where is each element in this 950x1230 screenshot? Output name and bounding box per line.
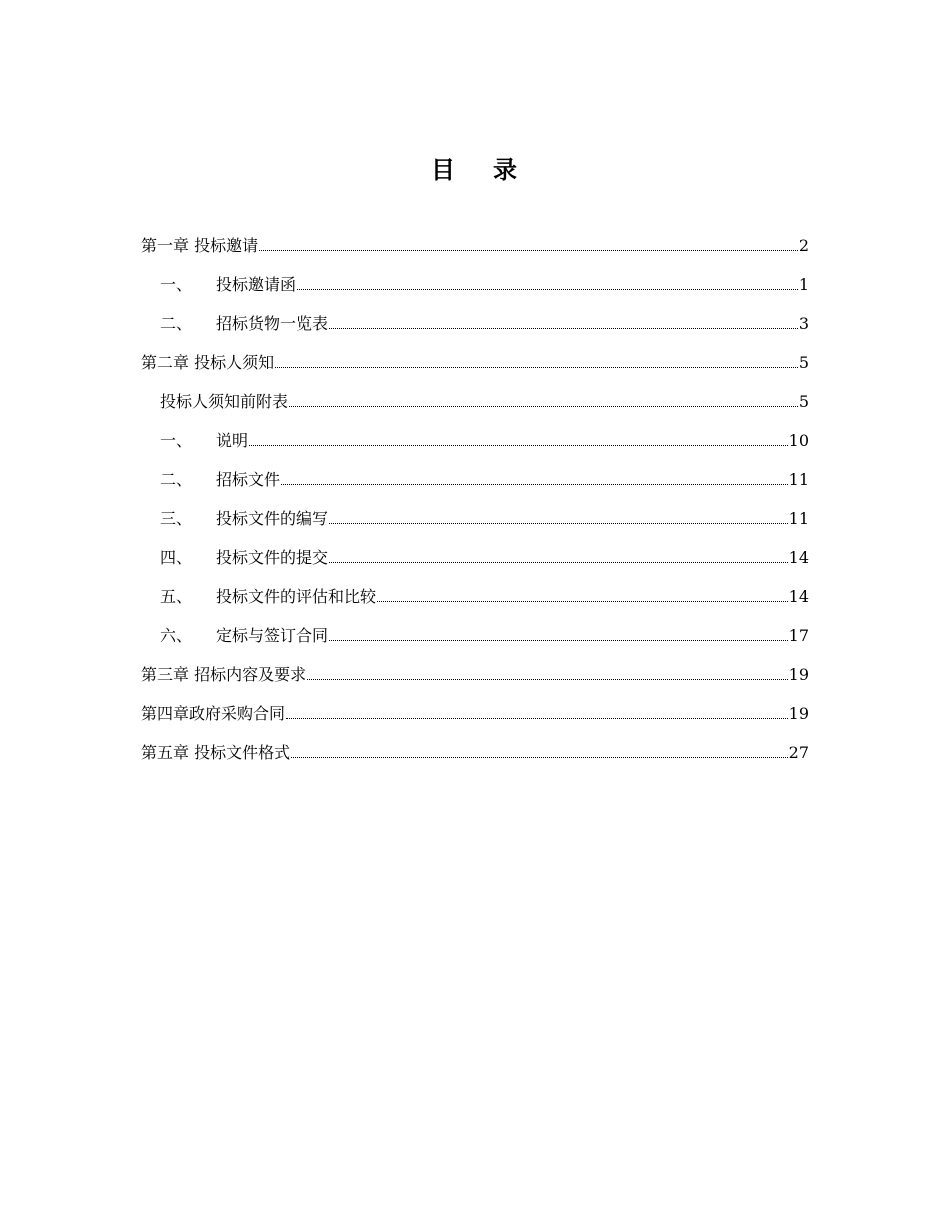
toc-entry-text: 说明 <box>216 430 249 450</box>
toc-entry-label <box>160 587 376 607</box>
toc-entry-page-number: 19 <box>788 703 809 723</box>
toc-entry-text: 第五章 投标文件格式 <box>141 742 291 762</box>
toc-entry-text: 招标文件 <box>216 469 281 489</box>
toc-entry-page-number: 19 <box>788 664 809 684</box>
toc-dot-leader <box>289 405 798 407</box>
toc-entry[interactable] <box>141 655 809 694</box>
toc-entry-number: 一、 <box>160 430 193 450</box>
toc-entry-number: 五、 <box>160 586 193 606</box>
toc-dot-leader <box>329 327 798 329</box>
toc-entry-text: 第三章 招标内容及要求 <box>141 664 307 684</box>
toc-entry-page-number: 5 <box>798 352 809 372</box>
toc-entry-number: 四、 <box>160 547 193 567</box>
toc-entry-text: 招标货物一览表 <box>216 313 329 333</box>
toc-entry[interactable] <box>141 226 809 265</box>
toc-entry[interactable] <box>141 499 809 538</box>
toc-entry-text: 第一章 投标邀请 <box>141 235 259 255</box>
toc-entry-label <box>141 665 306 685</box>
toc-entry-page-number: 1 <box>798 274 809 294</box>
toc-entry-page-number: 5 <box>798 391 809 411</box>
toc-entry-label <box>141 353 274 373</box>
toc-entry-number: 二、 <box>160 469 193 489</box>
toc-entry-text: 投标文件的评估和比较 <box>216 586 377 606</box>
toc-entry-number: 一、 <box>160 274 193 294</box>
toc-entry-page-number: 11 <box>788 508 809 528</box>
toc-entry-page-number: 2 <box>798 235 809 255</box>
toc-entry-text: 投标文件的编写 <box>216 508 329 528</box>
toc-dot-leader <box>307 678 788 680</box>
toc-title-char-1: 目 <box>431 155 457 184</box>
toc-entry-page-number: 14 <box>788 586 809 606</box>
toc-dot-leader <box>281 483 788 485</box>
toc-entry-number: 三、 <box>160 508 193 528</box>
toc-entry-number: 六、 <box>160 625 193 645</box>
toc-dot-leader <box>291 756 788 758</box>
toc-dot-leader <box>329 522 788 524</box>
toc-entry-text: 投标文件的提交 <box>216 547 329 567</box>
toc-entry-label <box>160 431 248 451</box>
toc-entry-text: 投标邀请函 <box>216 274 297 294</box>
toc-dot-leader <box>249 444 788 446</box>
toc-entry[interactable] <box>141 460 809 499</box>
toc-entry-label <box>141 743 290 763</box>
toc-entry[interactable] <box>141 304 809 343</box>
toc-entry-text: 定标与签订合同 <box>216 625 329 645</box>
toc-entry[interactable] <box>141 694 809 733</box>
toc-entry-label <box>160 275 296 295</box>
toc-entry[interactable] <box>141 733 809 772</box>
toc-entry-label <box>160 392 288 412</box>
toc-dot-leader <box>377 600 788 602</box>
toc-entry-page-number: 27 <box>788 742 809 762</box>
toc-entry-label <box>160 509 328 529</box>
toc-dot-leader <box>329 561 788 563</box>
toc-entry-page-number: 10 <box>788 430 809 450</box>
toc-entry[interactable] <box>141 616 809 655</box>
toc-title-char-2: 录 <box>493 155 519 184</box>
toc-entry-label <box>141 236 258 256</box>
toc-entry-label <box>160 548 328 568</box>
toc-entry-label <box>160 314 328 334</box>
toc-dot-leader <box>286 717 788 719</box>
toc-entry[interactable] <box>141 577 809 616</box>
toc-dot-leader <box>297 288 798 290</box>
toc-dot-leader <box>275 366 798 368</box>
toc-list <box>141 226 809 772</box>
toc-entry[interactable] <box>141 538 809 577</box>
toc-dot-leader <box>259 249 798 251</box>
toc-title <box>0 150 950 185</box>
toc-entry-number: 二、 <box>160 313 193 333</box>
toc-dot-leader <box>329 639 788 641</box>
toc-entry[interactable] <box>141 382 809 421</box>
toc-entry[interactable] <box>141 421 809 460</box>
toc-entry-text: 投标人须知前附表 <box>160 391 289 411</box>
toc-entry[interactable] <box>141 343 809 382</box>
toc-entry-text: 第四章政府采购合同 <box>141 703 286 723</box>
toc-entry-page-number: 14 <box>788 547 809 567</box>
toc-entry-label <box>141 704 285 724</box>
toc-entry-page-number: 11 <box>788 469 809 489</box>
toc-entry-label <box>160 470 280 490</box>
toc-entry-label <box>160 626 328 646</box>
toc-entry-text: 第二章 投标人须知 <box>141 352 275 372</box>
toc-entry-page-number: 17 <box>788 625 809 645</box>
toc-entry-page-number: 3 <box>798 313 809 333</box>
toc-entry[interactable] <box>141 265 809 304</box>
